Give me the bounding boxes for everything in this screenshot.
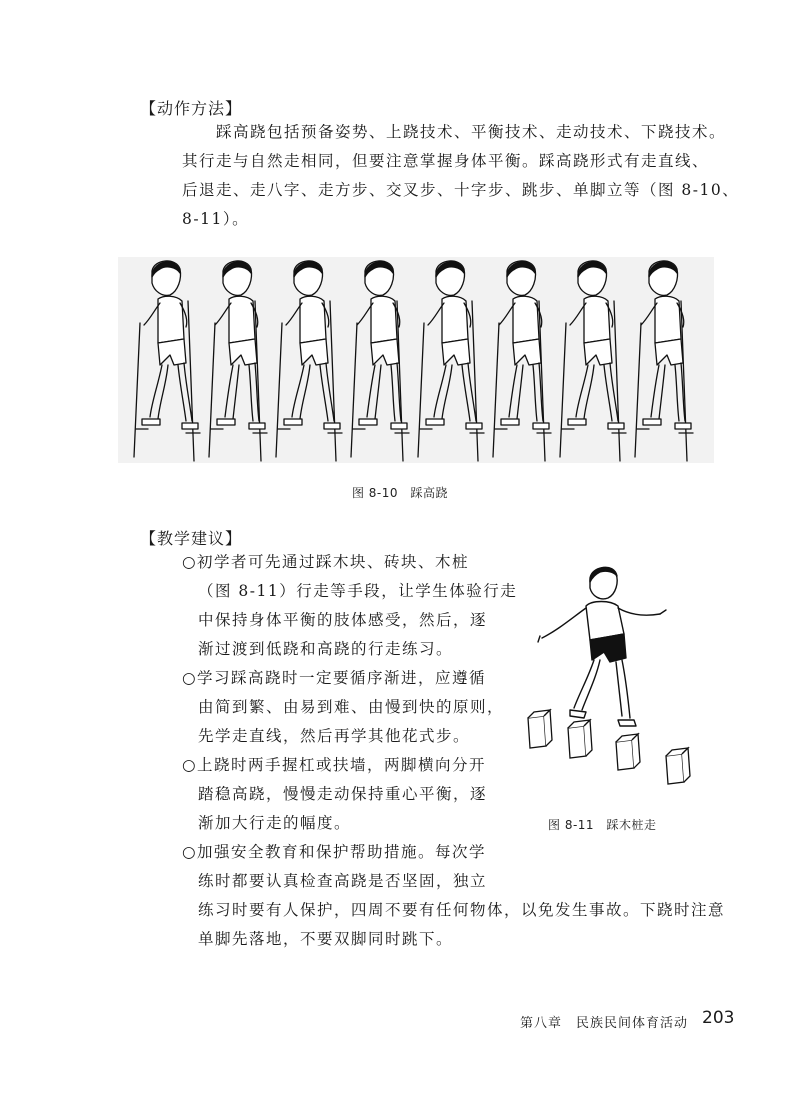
bullet-line: 踏稳高跷，慢慢走动保持重心平衡，逐: [198, 785, 488, 803]
bullet-line: 渐加大行走的幅度。: [198, 814, 352, 832]
bullet-line: 中保持身体平衡的肢体感受，然后，逐: [198, 611, 488, 629]
figure-caption-8-10: 图 8-10 踩高跷: [351, 486, 449, 500]
page-number: 203: [702, 1008, 735, 1028]
stilt-walker-illustration: [118, 257, 714, 463]
stilt-walker-figure: [560, 261, 626, 461]
paragraph-line: 8-11）。: [182, 210, 250, 228]
stilt-walker-figure: [209, 261, 267, 461]
bullet-line: 由简到繁、由易到难、由慢到快的原则，: [198, 698, 505, 716]
method-paragraph: [182, 118, 742, 234]
bullet-line: 先学走直线，然后再学其他花式步。: [198, 727, 471, 745]
bullet-line: ○初学者可先通过踩木块、砖块、木桩: [182, 553, 470, 571]
bullet-line: ○上跷时两手握杠或扶墙，两脚横向分开: [182, 756, 487, 774]
footer-chapter-title: 第八章 民族民间体育活动: [520, 1016, 689, 1031]
bullet-line: 渐过渡到低跷和高跷的行走练习。: [198, 640, 454, 658]
stilt-walker-figure: [276, 261, 342, 461]
bullet-line: ○学习踩高跷时一定要循序渐进，应遵循: [182, 669, 487, 687]
paragraph-line: 后退走、走八字、走方步、交叉步、十字步、跳步、单脚立等（图 8-10、: [182, 181, 740, 199]
section-heading-teaching: 【教学建议】: [140, 529, 243, 548]
figure-stump-walking: [520, 560, 700, 790]
stilt-walker-figure: [418, 261, 484, 461]
stump-walker-illustration: [520, 560, 700, 790]
stilt-walker-figure: [351, 261, 409, 461]
stilt-walker-figure: [635, 261, 693, 461]
paragraph-line: 其行走与自然走相同，但要注意掌握身体平衡。踩高跷形式有走直线、: [182, 152, 710, 170]
bullet-line: 练时都要认真检查高跷是否坚固，独立: [198, 872, 488, 890]
bullet-line: （图 8-11）行走等手段，让学生体验行走: [198, 582, 518, 600]
section-heading-method: 【动作方法】: [140, 99, 243, 118]
bullet-line: ○加强安全教育和保护帮助措施。每次学: [182, 843, 487, 861]
stilt-walker-figure: [134, 261, 200, 461]
paragraph-line: 踩高跷包括预备姿势、上跷技术、平衡技术、走动技术、下跷技术。: [216, 123, 727, 141]
list-item: [182, 838, 742, 954]
bullet-line: 练习时要有人保护，四周不要有任何物体，以免发生事故。下跷时注意: [198, 901, 726, 919]
bullet-line: 单脚先落地，不要双脚同时跳下。: [198, 930, 454, 948]
figure-caption-8-11: 图 8-11 踩木桩走: [548, 818, 657, 832]
stilt-walker-figure: [493, 261, 551, 461]
figure-stilt-walking: [118, 257, 714, 463]
